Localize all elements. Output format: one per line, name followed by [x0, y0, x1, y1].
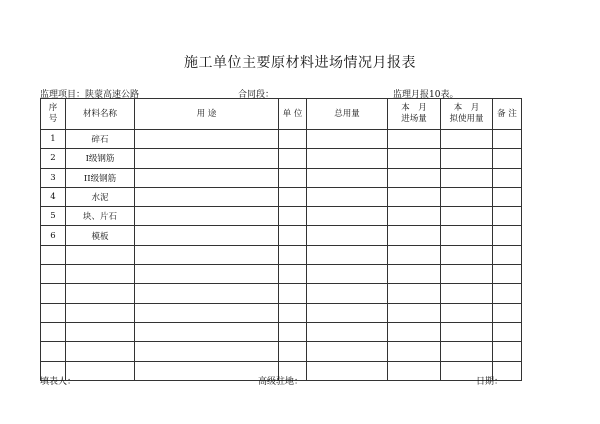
cell-empty[interactable] [441, 187, 493, 206]
cell-empty[interactable] [307, 187, 388, 206]
cell-empty[interactable] [135, 207, 279, 226]
report-number-label: 监理月报10表。 [393, 90, 459, 100]
cell-empty[interactable] [279, 322, 307, 341]
cell-empty[interactable] [493, 168, 522, 187]
table-row [41, 187, 522, 206]
table-body [41, 130, 522, 381]
cell-empty[interactable] [135, 168, 279, 187]
cell-empty[interactable] [135, 303, 279, 322]
cell-material-name[interactable]: 碎石 [66, 130, 135, 149]
cell-empty[interactable] [307, 361, 388, 380]
cell-empty[interactable] [388, 322, 441, 341]
cell-empty[interactable] [388, 168, 441, 187]
filler-label: 填表人： [40, 377, 77, 387]
supervisor-label: 高级驻地： [258, 377, 304, 387]
table-row [41, 284, 522, 303]
cell-material-name[interactable]: 水泥 [66, 187, 135, 206]
cell-seq[interactable] [41, 265, 66, 284]
table-row [41, 149, 522, 168]
cell-material-name[interactable]: II级钢筋 [66, 168, 135, 187]
cell-material-name[interactable] [66, 342, 135, 361]
cell-empty[interactable] [493, 207, 522, 226]
cell-empty[interactable] [388, 342, 441, 361]
cell-empty[interactable] [307, 130, 388, 149]
cell-empty[interactable] [441, 149, 493, 168]
cell-empty[interactable] [135, 245, 279, 264]
cell-empty[interactable] [493, 187, 522, 206]
col-total: 总用量 [307, 99, 388, 130]
cell-empty[interactable] [493, 342, 522, 361]
cell-empty[interactable] [279, 284, 307, 303]
table-row [41, 207, 522, 226]
cell-empty[interactable] [307, 245, 388, 264]
cell-empty[interactable] [388, 361, 441, 380]
cell-empty[interactable] [493, 265, 522, 284]
cell-material-name[interactable] [66, 245, 135, 264]
cell-empty[interactable] [279, 149, 307, 168]
cell-empty[interactable] [441, 342, 493, 361]
cell-seq[interactable]: 5 [41, 207, 66, 226]
cell-empty[interactable] [307, 303, 388, 322]
cell-empty[interactable] [493, 226, 522, 245]
cell-material-name[interactable]: I级钢筋 [66, 149, 135, 168]
cell-empty[interactable] [135, 149, 279, 168]
cell-seq[interactable]: 1 [41, 130, 66, 149]
cell-empty[interactable] [135, 130, 279, 149]
cell-empty[interactable] [388, 245, 441, 264]
table-row [41, 245, 522, 264]
cell-empty[interactable] [135, 265, 279, 284]
table-row [41, 322, 522, 341]
cell-empty[interactable] [279, 168, 307, 187]
cell-empty[interactable] [441, 322, 493, 341]
cell-material-name[interactable]: 块、片石 [66, 207, 135, 226]
cell-empty[interactable] [279, 226, 307, 245]
cell-empty[interactable] [388, 284, 441, 303]
contract-label: 合同段： [238, 90, 275, 100]
cell-empty[interactable] [307, 322, 388, 341]
cell-seq[interactable] [41, 303, 66, 322]
cell-empty[interactable] [307, 265, 388, 284]
cell-empty[interactable] [493, 322, 522, 341]
col-seq-line1: 序 [48, 103, 58, 113]
cell-empty[interactable] [135, 284, 279, 303]
cell-empty[interactable] [441, 303, 493, 322]
cell-empty[interactable] [135, 361, 279, 380]
cell-empty[interactable] [279, 130, 307, 149]
cell-empty[interactable] [441, 245, 493, 264]
col-month-in [388, 99, 441, 130]
col-seq [41, 99, 66, 130]
cell-empty[interactable] [493, 245, 522, 264]
cell-seq[interactable] [41, 245, 66, 264]
cell-seq[interactable]: 3 [41, 168, 66, 187]
cell-empty[interactable] [441, 130, 493, 149]
col-month-use-line1: 本 月 [453, 103, 480, 113]
cell-seq[interactable] [41, 322, 66, 341]
cell-material-name[interactable] [66, 322, 135, 341]
cell-empty[interactable] [388, 130, 441, 149]
col-usage: 用 途 [135, 99, 279, 130]
cell-empty[interactable] [307, 149, 388, 168]
col-month-in-line1: 本 月 [401, 103, 427, 113]
cell-empty[interactable] [135, 342, 279, 361]
cell-empty[interactable] [279, 207, 307, 226]
cell-empty[interactable] [441, 284, 493, 303]
col-month-use [441, 99, 493, 130]
materials-table [40, 98, 522, 381]
cell-empty[interactable] [388, 226, 441, 245]
table-row [41, 303, 522, 322]
cell-empty[interactable] [441, 265, 493, 284]
cell-seq[interactable]: 6 [41, 226, 66, 245]
cell-material-name[interactable]: 模板 [66, 226, 135, 245]
col-material-name: 材料名称 [66, 99, 135, 130]
table-row [41, 265, 522, 284]
cell-empty[interactable] [279, 303, 307, 322]
cell-empty[interactable] [135, 226, 279, 245]
table-header-row [41, 99, 522, 130]
page-title: 施工单位主要原材料进场情况月报表 [184, 55, 416, 71]
cell-empty[interactable] [493, 149, 522, 168]
cell-empty[interactable] [493, 303, 522, 322]
cell-material-name[interactable] [66, 265, 135, 284]
cell-seq[interactable]: 2 [41, 149, 66, 168]
cell-empty[interactable] [441, 207, 493, 226]
cell-material-name[interactable] [66, 303, 135, 322]
cell-empty[interactable] [279, 245, 307, 264]
cell-empty[interactable] [388, 303, 441, 322]
col-remarks: 备 注 [493, 99, 522, 130]
cell-empty[interactable] [388, 149, 441, 168]
table-row [41, 226, 522, 245]
table-row [41, 342, 522, 361]
cell-empty[interactable] [279, 265, 307, 284]
col-unit: 单 位 [279, 99, 307, 130]
cell-empty[interactable] [279, 187, 307, 206]
date-label: 日期： [476, 377, 504, 387]
cell-empty[interactable] [388, 187, 441, 206]
cell-empty[interactable] [307, 207, 388, 226]
cell-empty[interactable] [135, 187, 279, 206]
col-month-use-line2: 拟使用量 [449, 114, 484, 124]
cell-empty[interactable] [307, 168, 388, 187]
project-label: 监理项目：陕蒙高速公路 [40, 90, 140, 100]
cell-empty[interactable] [388, 265, 441, 284]
cell-empty[interactable] [279, 342, 307, 361]
cell-empty[interactable] [135, 322, 279, 341]
table-row [41, 168, 522, 187]
cell-empty[interactable] [388, 207, 441, 226]
cell-seq[interactable]: 4 [41, 187, 66, 206]
cell-empty[interactable] [307, 226, 388, 245]
cell-empty[interactable] [307, 342, 388, 361]
cell-material-name[interactable] [66, 284, 135, 303]
cell-seq[interactable] [41, 342, 66, 361]
col-seq-line2: 号 [48, 114, 58, 124]
cell-empty[interactable] [493, 130, 522, 149]
cell-empty[interactable] [441, 168, 493, 187]
cell-empty[interactable] [307, 284, 388, 303]
cell-empty[interactable] [493, 284, 522, 303]
table-row [41, 130, 522, 149]
col-month-in-line2: 进场量 [401, 114, 427, 124]
cell-seq[interactable] [41, 284, 66, 303]
cell-empty[interactable] [441, 226, 493, 245]
